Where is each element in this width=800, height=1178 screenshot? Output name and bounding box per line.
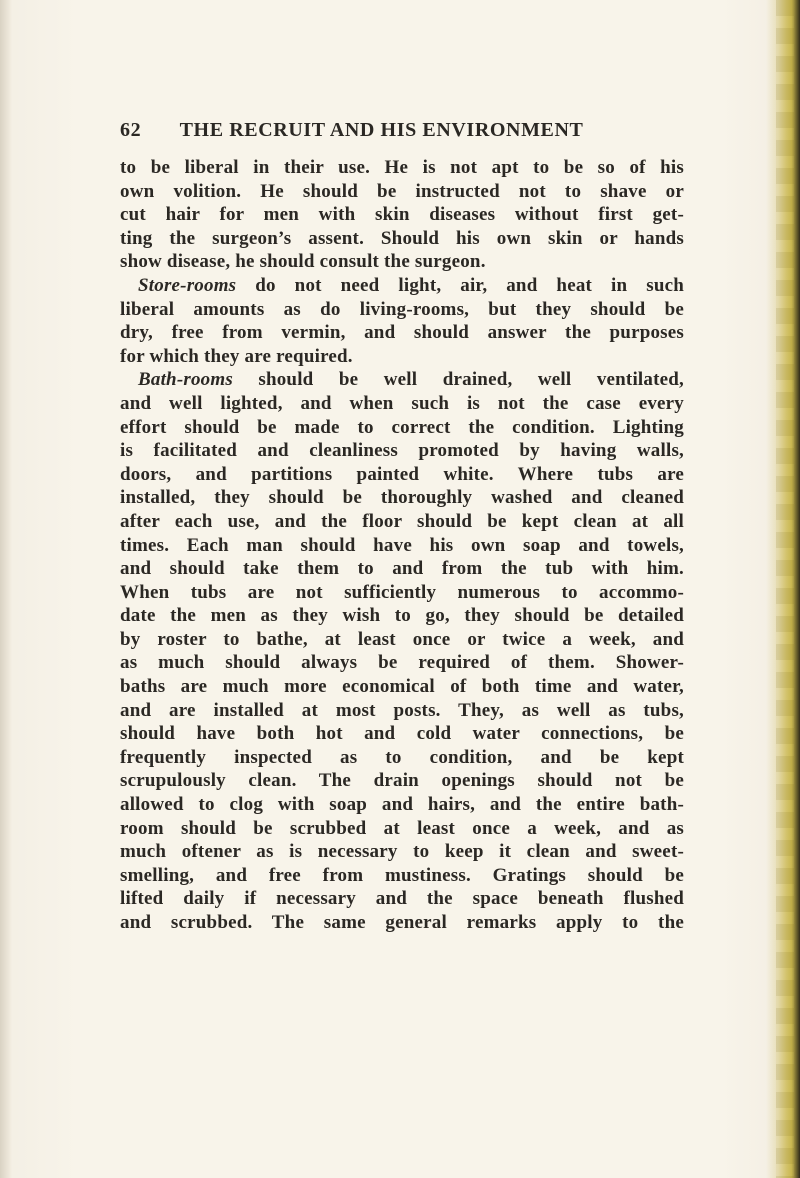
text-line: [120, 793, 684, 817]
text-line: [120, 180, 684, 204]
line-text: and should take them to and from the tub with him.: [120, 558, 684, 580]
text-line: [120, 604, 684, 628]
section-term-bath-rooms: Bath-rooms: [138, 369, 233, 391]
paragraph-start-line: [120, 368, 684, 392]
line-text: should have both hot and cold water connections, be: [120, 723, 684, 745]
page-edge-stain: [776, 0, 794, 1178]
line-text: dry, free from vermin, and should answer the purposes: [120, 322, 684, 344]
page-number: 62: [120, 119, 142, 141]
text-line: [120, 557, 684, 581]
text-line: [120, 392, 684, 416]
line-text: lifted daily if necessary and the space beneath flushed: [120, 888, 684, 910]
text-line: [120, 203, 684, 227]
text-line: [120, 486, 684, 510]
text-line: [120, 911, 684, 935]
line-text: and are installed at most posts. They, as well as tubs,: [120, 699, 684, 721]
text-line: [120, 416, 684, 440]
text-line: [120, 534, 684, 558]
line-text: baths are much more economical of both time and water,: [120, 676, 684, 698]
text-line: [120, 321, 684, 345]
text-line: [120, 227, 684, 251]
text-line: [120, 463, 684, 487]
text-line: [120, 345, 684, 369]
line-text: to be liberal in their use. He is not apt to be so of his: [120, 157, 684, 178]
line-text: room should be scrubbed at least once a week, and as: [120, 817, 684, 839]
running-header: [120, 118, 680, 148]
line-text: installed, they should be thoroughly washed and cleaned: [120, 487, 684, 509]
line-text: and scrubbed. The same general remarks apply to the: [120, 912, 684, 933]
text-line: [120, 722, 684, 746]
line-text: scrupulously clean. The drain openings should not be: [120, 770, 684, 792]
text-line: [120, 746, 684, 770]
text-line: [120, 250, 684, 274]
line-text: date the men as they wish to go, they should be detailed: [120, 605, 684, 627]
line-text: should be well drained, well ventilated,: [232, 369, 684, 391]
line-text: is facilitated and cleanliness promoted by having walls,: [120, 440, 684, 462]
line-text: do not need light, air, and heat in such: [236, 274, 684, 296]
paragraph-start-line: [120, 274, 684, 298]
line-text: liberal amounts as do living-rooms, but they should be: [120, 298, 684, 320]
line-text: frequently inspected as to condition, and be kept: [120, 746, 684, 768]
text-line: [120, 439, 684, 463]
text-line: [120, 510, 684, 534]
line-text: and well lighted, and when such is not the case every: [120, 392, 684, 414]
line-text: own volition. He should be instructed not to shave or: [120, 180, 684, 202]
line-text: ting the surgeon’s assent. Should his own skin or hands: [120, 227, 684, 249]
text-line: [120, 156, 684, 180]
line-text: cut hair for men with skin diseases without first get-: [120, 204, 684, 226]
text-line: [120, 864, 684, 888]
running-title: THE RECRUIT AND HIS ENVIRONMENT: [179, 119, 584, 141]
text-line: [120, 817, 684, 841]
line-text: after each use, and the floor should be kept clean at all: [120, 510, 684, 532]
text-line: [120, 699, 684, 723]
line-text: show disease, he should consult the surgeon.: [120, 251, 486, 273]
line-text: much oftener as is necessary to keep it clean and sweet-: [120, 841, 684, 863]
line-text: doors, and partitions painted white. Where tubs are: [120, 463, 684, 485]
line-text: When tubs are not sufficiently numerous to accommo-: [120, 581, 684, 603]
text-line: [120, 769, 684, 793]
text-line: [120, 840, 684, 864]
body-text: [120, 156, 684, 935]
text-line: [120, 651, 684, 675]
text-line: [120, 581, 684, 605]
text-line: [120, 628, 684, 652]
line-text: for which they are required.: [120, 345, 353, 367]
line-text: times. Each man should have his own soap and towels,: [120, 534, 684, 556]
section-term-store-rooms: Store-rooms: [138, 274, 237, 296]
text-line: [120, 887, 684, 911]
line-text: as much should always be required of them. Shower-: [120, 652, 684, 674]
line-text: smelling, and free from mustiness. Gratings should be: [120, 864, 684, 886]
line-text: effort should be made to correct the condition. Lighting: [120, 416, 684, 438]
text-line: [120, 298, 684, 322]
text-line: [120, 675, 684, 699]
line-text: by roster to bathe, at least once or twice a week, and: [120, 628, 684, 650]
page-left-edge: [0, 0, 12, 1178]
line-text: allowed to clog with soap and hairs, and the entire bath-: [120, 794, 684, 816]
